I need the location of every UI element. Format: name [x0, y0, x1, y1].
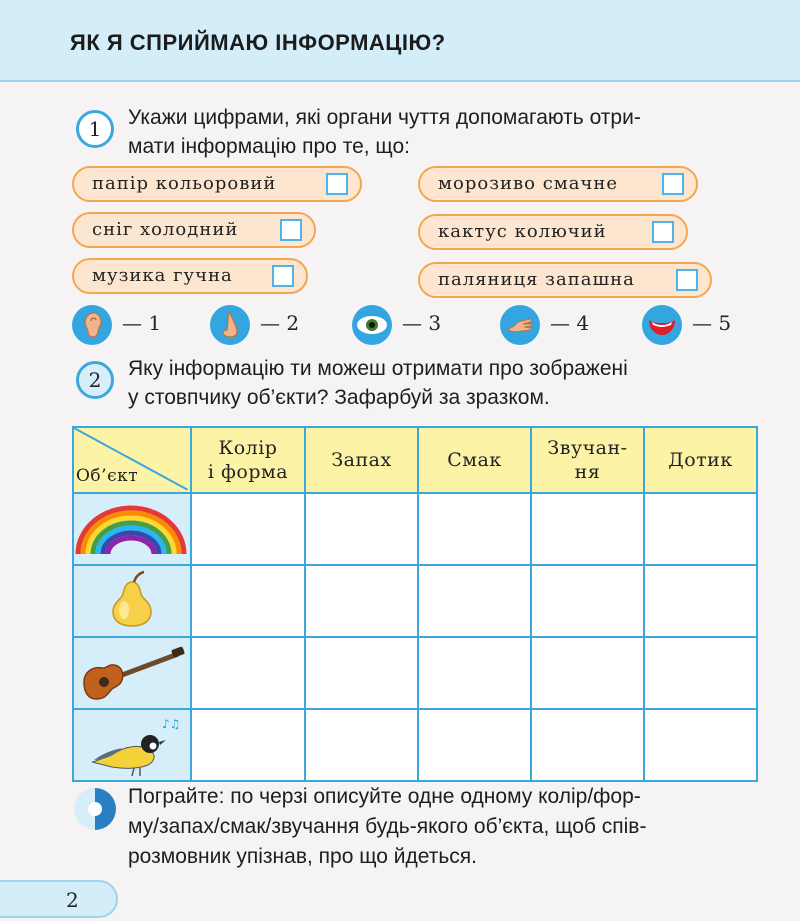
table-row: [73, 565, 757, 637]
answer-box[interactable]: [326, 173, 348, 195]
task-2-text-line1: Яку інформацію ти можеш отримати про зображені: [128, 357, 628, 380]
legend-label: — 4: [550, 311, 590, 335]
answer-box[interactable]: [662, 173, 684, 195]
page-number-badge: [0, 880, 118, 918]
answer-cell[interactable]: [305, 565, 418, 637]
answer-cell[interactable]: [191, 565, 305, 637]
statement-music: [72, 258, 308, 294]
legend-label: — 5: [692, 311, 732, 335]
answer-cell[interactable]: [644, 565, 757, 637]
rainbow-icon: [74, 494, 188, 560]
bird-icon: [74, 710, 188, 776]
task-2-text-line2: у стовпчику об’єкти? Зафарбуй за зразком.: [128, 386, 550, 409]
answer-cell[interactable]: [644, 637, 757, 709]
answer-cell[interactable]: [191, 637, 305, 709]
hand-icon: [500, 305, 540, 345]
object-cell: [73, 709, 191, 781]
column-header-color: [191, 427, 305, 493]
column-header-smell: [305, 427, 418, 493]
column-header-line: Звучан-: [547, 437, 628, 459]
answer-cell[interactable]: [305, 493, 418, 565]
answer-cell[interactable]: [531, 637, 644, 709]
answer-cell-sample[interactable]: [191, 493, 305, 565]
statement-label: музика гучна: [92, 265, 233, 286]
column-header-taste: [418, 427, 531, 493]
page-title: ЯК Я СПРИЙМАЮ ІНФОРМАЦІЮ?: [70, 30, 446, 55]
object-cell: [73, 637, 191, 709]
statement-paper: [72, 166, 362, 202]
answer-cell[interactable]: [418, 565, 531, 637]
answer-cell[interactable]: [531, 709, 644, 781]
answer-box[interactable]: [280, 219, 302, 241]
answer-cell[interactable]: [305, 709, 418, 781]
ear-icon: [72, 305, 112, 345]
answer-box[interactable]: [652, 221, 674, 243]
answer-cell[interactable]: [305, 637, 418, 709]
task-1-number: 1: [76, 110, 114, 148]
statement-label: сніг холодний: [92, 219, 239, 240]
statement-bread: [418, 262, 712, 298]
mouth-icon: [642, 305, 682, 345]
game-text-line2: му/запах/смак/звучання будь-якого об’єкта, щоб спів-: [128, 815, 647, 838]
answer-box[interactable]: [676, 269, 698, 291]
statement-icecream: [418, 166, 698, 202]
eye-icon: [352, 305, 392, 345]
task-1-text-line2: мати інформацію про те, що:: [128, 135, 410, 158]
table-row: [73, 493, 757, 565]
guitar-icon: [74, 638, 188, 704]
page-header: [0, 0, 800, 82]
table-row: [73, 709, 757, 781]
answer-cell[interactable]: [418, 637, 531, 709]
statement-snow: [72, 212, 316, 248]
column-header-line: і форма: [207, 461, 289, 483]
answer-box[interactable]: [272, 265, 294, 287]
column-header-touch: [644, 427, 757, 493]
page-number: 2: [66, 888, 79, 912]
table-row: [73, 637, 757, 709]
statement-label: кактус колючий: [438, 221, 607, 242]
answer-cell[interactable]: [531, 565, 644, 637]
game-text-line1: Пограйте: по черзі описуйте одне одному колір/фор-: [128, 785, 641, 808]
corner-label: Об’єкт: [76, 466, 139, 486]
legend-label: — 1: [122, 311, 162, 335]
column-header-line: Колір: [218, 437, 278, 459]
legend-label: — 2: [260, 311, 300, 335]
table-corner: [73, 427, 191, 493]
pear-icon: [74, 566, 188, 632]
legend-label: — 3: [402, 311, 442, 335]
answer-cell[interactable]: [644, 493, 757, 565]
column-header-sound: [531, 427, 644, 493]
task-1-text-line1: Укажи цифрами, які органи чуття допомагають отри-: [128, 106, 641, 129]
statement-label: паляниця запашна: [438, 269, 635, 290]
game-text-line3: розмовник упізнав, про що йдеться.: [128, 845, 477, 868]
object-cell: [73, 493, 191, 565]
answer-cell[interactable]: [531, 493, 644, 565]
column-header-line: Смак: [447, 449, 502, 471]
answer-cell[interactable]: [418, 709, 531, 781]
table-header-row: [73, 427, 757, 493]
column-header-line: Запах: [331, 449, 392, 471]
statement-label: папір кольоровий: [92, 173, 277, 194]
nose-icon: [210, 305, 250, 345]
answer-cell[interactable]: [418, 493, 531, 565]
game-icon: [72, 786, 118, 832]
svg-text:♪♫: ♪♫: [162, 717, 181, 731]
column-header-line: ня: [574, 461, 601, 483]
object-cell: [73, 565, 191, 637]
task-2-number: 2: [76, 361, 114, 399]
answer-cell[interactable]: [191, 709, 305, 781]
answer-cell[interactable]: [644, 709, 757, 781]
senses-table: [72, 426, 758, 782]
column-header-line: Дотик: [668, 449, 733, 471]
statement-cactus: [418, 214, 688, 250]
statement-label: морозиво смачне: [438, 173, 619, 194]
